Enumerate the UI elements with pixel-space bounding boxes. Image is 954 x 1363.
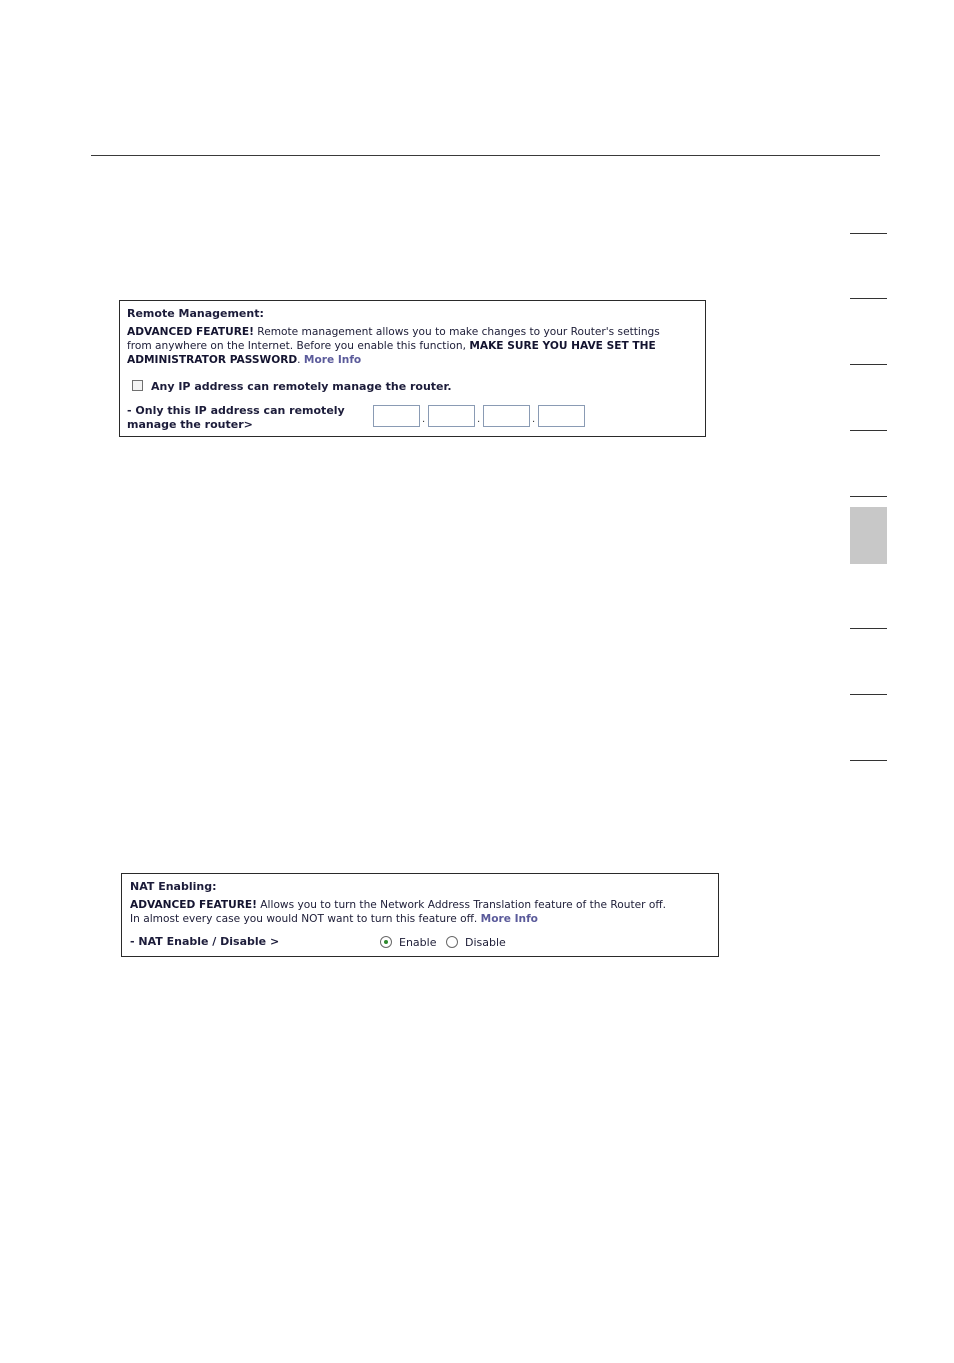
any-ip-checkbox[interactable] [132,380,143,391]
nat-enable-label: Enable [399,936,437,949]
only-ip-label-line1: - Only this IP address can remotely [127,404,345,417]
nat-disable-radio[interactable] [446,936,458,948]
nat-title: NAT Enabling: [130,880,217,893]
nat-enable-disable-label: - NAT Enable / Disable > [130,935,280,948]
ip-dot-2: . [477,414,481,425]
nat-disable-label: Disable [465,936,506,949]
nat-description-line1: ADVANCED FEATURE! Allows you to turn the Network Address Translation feature of the Router off. [130,899,666,911]
ip-octet-4-input[interactable] [538,405,585,427]
section-tab-8[interactable] [850,760,887,761]
section-tab-active[interactable] [850,507,887,564]
remote-description-line2: from anywhere on the Internet. Before you enable this function, MAKE SURE YOU HAVE SET THE [127,340,656,352]
header-rule [91,155,880,156]
section-tab-1[interactable] [850,233,887,234]
remote-more-info-link[interactable]: More Info [303,354,362,366]
nat-enabling-panel [121,873,719,957]
any-ip-label: Any IP address can remotely manage the router. [151,380,452,393]
remote-management-panel [119,300,706,437]
nat-advanced-feature-label: ADVANCED FEATURE! [130,899,257,911]
ip-dot-1: . [422,414,426,425]
ip-octet-3-input[interactable] [483,405,530,427]
section-tab-6[interactable] [850,628,887,629]
ip-octet-1-input[interactable] [373,405,420,427]
advanced-feature-label: ADVANCED FEATURE! [127,326,254,338]
section-tab-2[interactable] [850,298,887,299]
only-ip-label-line2: manage the router> [127,418,253,431]
remote-description-line1: ADVANCED FEATURE! Remote management allows you to make changes to your Router's settings [127,326,660,338]
nat-enable-radio[interactable] [380,936,392,948]
nat-description-line2: In almost every case you would NOT want to turn this feature off. More Info [130,913,538,925]
ip-octet-2-input[interactable] [428,405,475,427]
nat-more-info-link[interactable]: More Info [480,913,538,925]
remote-management-title: Remote Management: [127,307,264,320]
section-tab-3[interactable] [850,364,887,365]
section-tab-7[interactable] [850,694,887,695]
section-tab-5[interactable] [850,496,887,497]
ip-dot-3: . [532,414,536,425]
remote-description-line3: ADMINISTRATOR PASSWORD. More Info [127,354,362,366]
section-tab-4[interactable] [850,430,887,431]
